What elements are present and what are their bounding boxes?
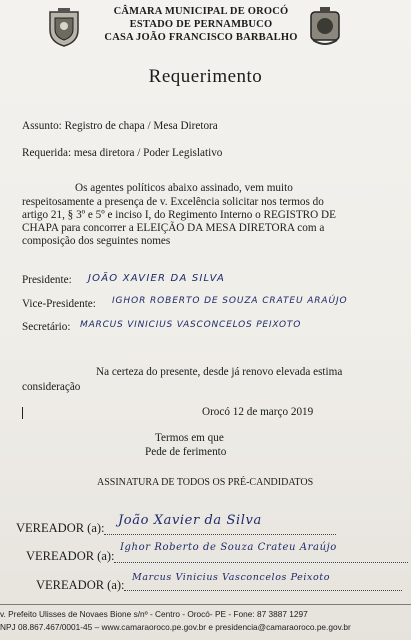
footer-contact: NPJ 08.867.467/0001-45 – www.camaraoroco.pe.gov.br e presidencia@camaraoroco.pe.gov.br — [0, 622, 351, 632]
body-line: CHAPA para concorrer a ELEIÇÃO DA MESA DIRETORA com a — [22, 222, 325, 234]
signatures-title: ASSINATURA DE TODOS OS PRÉ-CANDIDATOS — [97, 477, 314, 488]
signature-handwritten: João Xavier da Silva — [118, 513, 262, 528]
body-line: Os agentes políticos abaixo assinado, vem muito — [75, 182, 293, 194]
footer-address: v. Prefeito Ulisses de Novaes Bione s/nº - Centro - Orocó- PE - Fone: 87 3887 1297 — [0, 609, 308, 619]
footer-divider — [0, 604, 411, 605]
body-line: composição dos seguintes nomes — [22, 235, 171, 247]
document-title: Requerimento — [148, 66, 263, 87]
date-line: Orocó 12 de março 2019 — [202, 406, 314, 418]
president-name: JOÃO XAVIER DA SILVA — [88, 273, 226, 284]
terms-line: Pede de ferimento — [145, 446, 227, 458]
president-label: Presidente: — [22, 274, 72, 286]
signature-label: VEREADOR (a): — [26, 549, 115, 563]
body-line: artigo 21, § 3º e 5º e inciso I, do Regimento Interno o REGISTRO DE — [22, 209, 336, 221]
signature-label: VEREADOR (a): — [16, 521, 105, 535]
requested-line: Requerida: mesa diretora / Poder Legislativo — [22, 147, 223, 159]
secretary-label: Secretário: — [22, 321, 71, 333]
header-chamber-name: CÂMARA MUNICIPAL DE OROCÓ — [113, 6, 289, 17]
municipal-coat-of-arms-seal — [46, 6, 82, 48]
signature-handwritten: Ighor Roberto de Souza Crateu Araújo — [120, 542, 337, 553]
signature-line — [124, 590, 402, 591]
header-house-name: CASA JOÃO FRANCISCO BARBALHO — [104, 32, 298, 43]
signature-line — [114, 562, 408, 563]
closing-line: Na certeza do presente, desde já renovo elevada estima — [96, 366, 343, 378]
signature-handwritten: Marcus Vinicius Vasconcelos Peixoto — [132, 572, 331, 583]
signature-label: VEREADOR (a): — [36, 578, 125, 592]
header-state: ESTADO DE PERNAMBUCO — [129, 19, 273, 30]
state-coat-of-arms-seal — [307, 6, 343, 48]
secretary-name: MARCUS VINICIUS VASCONCELOS PEIXOTO — [80, 320, 302, 330]
body-line: respeitosamente a presença de v. Excelência solicitar nos termos do — [22, 196, 324, 208]
terms-line: Termos em que — [155, 432, 224, 444]
text-cursor-mark — [22, 407, 23, 419]
signature-line — [104, 534, 336, 535]
subject-line: Assunto: Registro de chapa / Mesa Diretora — [22, 120, 218, 132]
vice-president-label: Vice-Presidente: — [22, 298, 96, 310]
vice-president-name: IGHOR ROBERTO DE SOUZA CRATEU ARAÚJO — [112, 296, 348, 306]
closing-line: consideração — [22, 381, 81, 393]
